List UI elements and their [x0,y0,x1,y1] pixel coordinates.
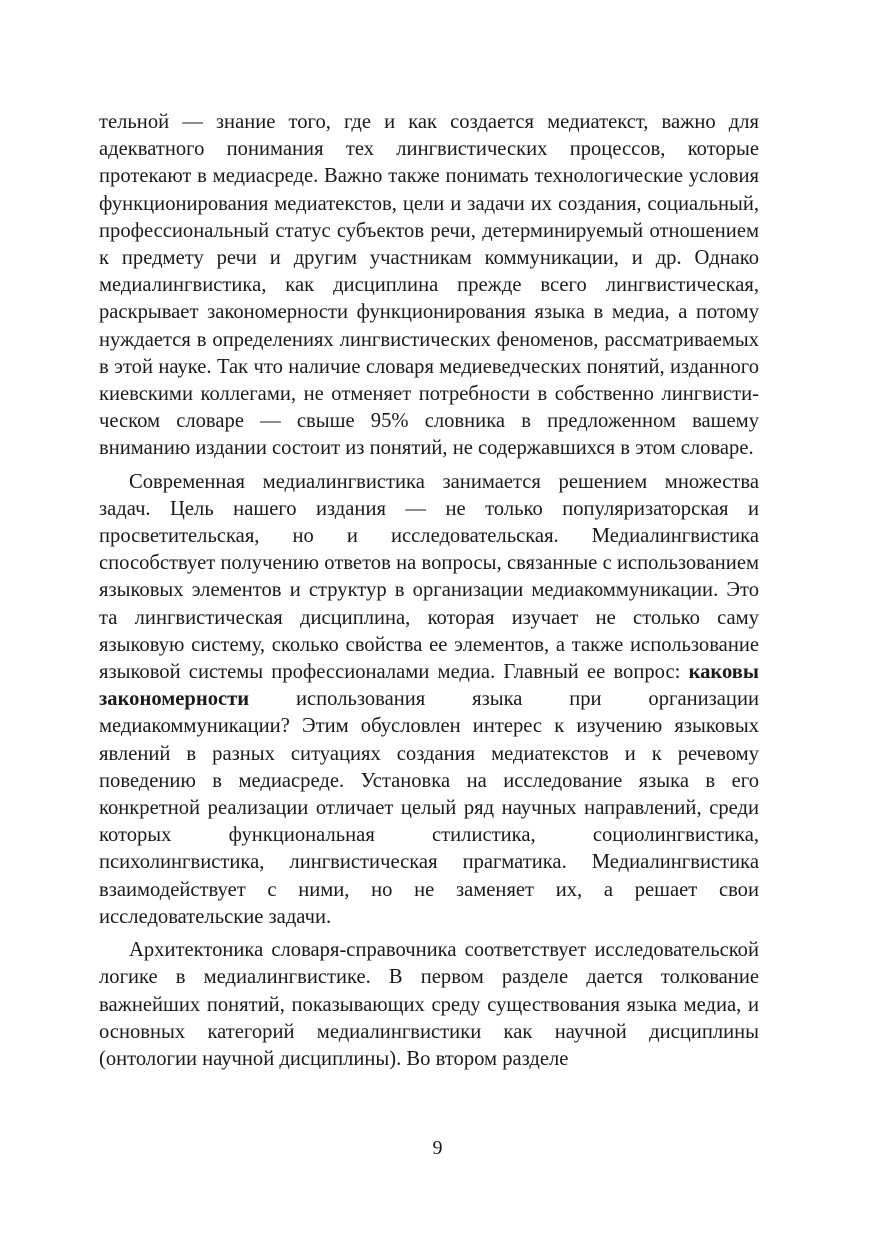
paragraph-2-end: использования языка при организации медиакоммуникации? Этим обусловлен интерес к изучению языковых явлений в разных ситуациях создания медиатекстов и к речевому поведению в медиасреде. Установка на исследование языка в его конкретной реализации отличает целый ряд научных направлений, среди которых функциональная стилистика, социолингвистика, психолингвистика, лингвистическая прагматика. Медиалингвистика взаимодействует с ними, но не заменяет их, а решает свои исследовательские задачи. [99,688,759,928]
page-number: 9 [432,1137,443,1159]
paragraph-1: тельной — знание того, где и как создается медиатекст, важно для адекватного понимания тех лингвистических процессов, которые протекают в медиасреде. Важно также понимать технологические условия функционирования медиатекстов, цели и задачи их создания, социальный, профессиональный статус субъектов речи, детерминируемый отношением к предмету речи и другим участникам коммуникации, и др. Однако медиалингвистика, как дисциплина прежде всего лингвистическая, раскрывает закономерности функционирования языка в медиа, а потому нуждается в определениях лингвистических феноменов, рассматриваемых в этой науке. Так что наличие словаря медиеведческих понятий, изданного киевскими коллегами, не отменяет потребности в собственно лингвистическом словаре — свыше 95% словника в предложенном вашему вниманию издании состоит из понятий, не содержавшихся в этом словаре. [99,111,759,460]
bold-phrase: каковы закономерности [99,661,759,711]
paragraph-2 [99,469,759,931]
paragraph-2-start: Современная медиалингвистика занимается решением множества задач. Цель нашего издания — не только популяризаторская и просветительская, но и исследовательская. Медиалингвистика способствует получению ответов на вопросы, связанные с использованием языковых элементов и структур в организации медиакоммуникации. Это та лингвистическая дисциплина, которая изучает не столько саму языковую систему, сколько свойства ее элементов, а также использование языковой системы профессионалами медиа. Главный ее вопрос: [99,470,759,684]
body-text [99,109,759,1073]
paragraph-3: Архитектоника словаря-справочника соответствует исследовательской логике в медиалингвистике. В первом разделе дается толкование важнейших понятий, показывающих среду существования языка медиа, и основных категорий медиалингвистики как научной дисциплины (онтологии научной дисциплины). Во втором разделе [99,939,759,1070]
